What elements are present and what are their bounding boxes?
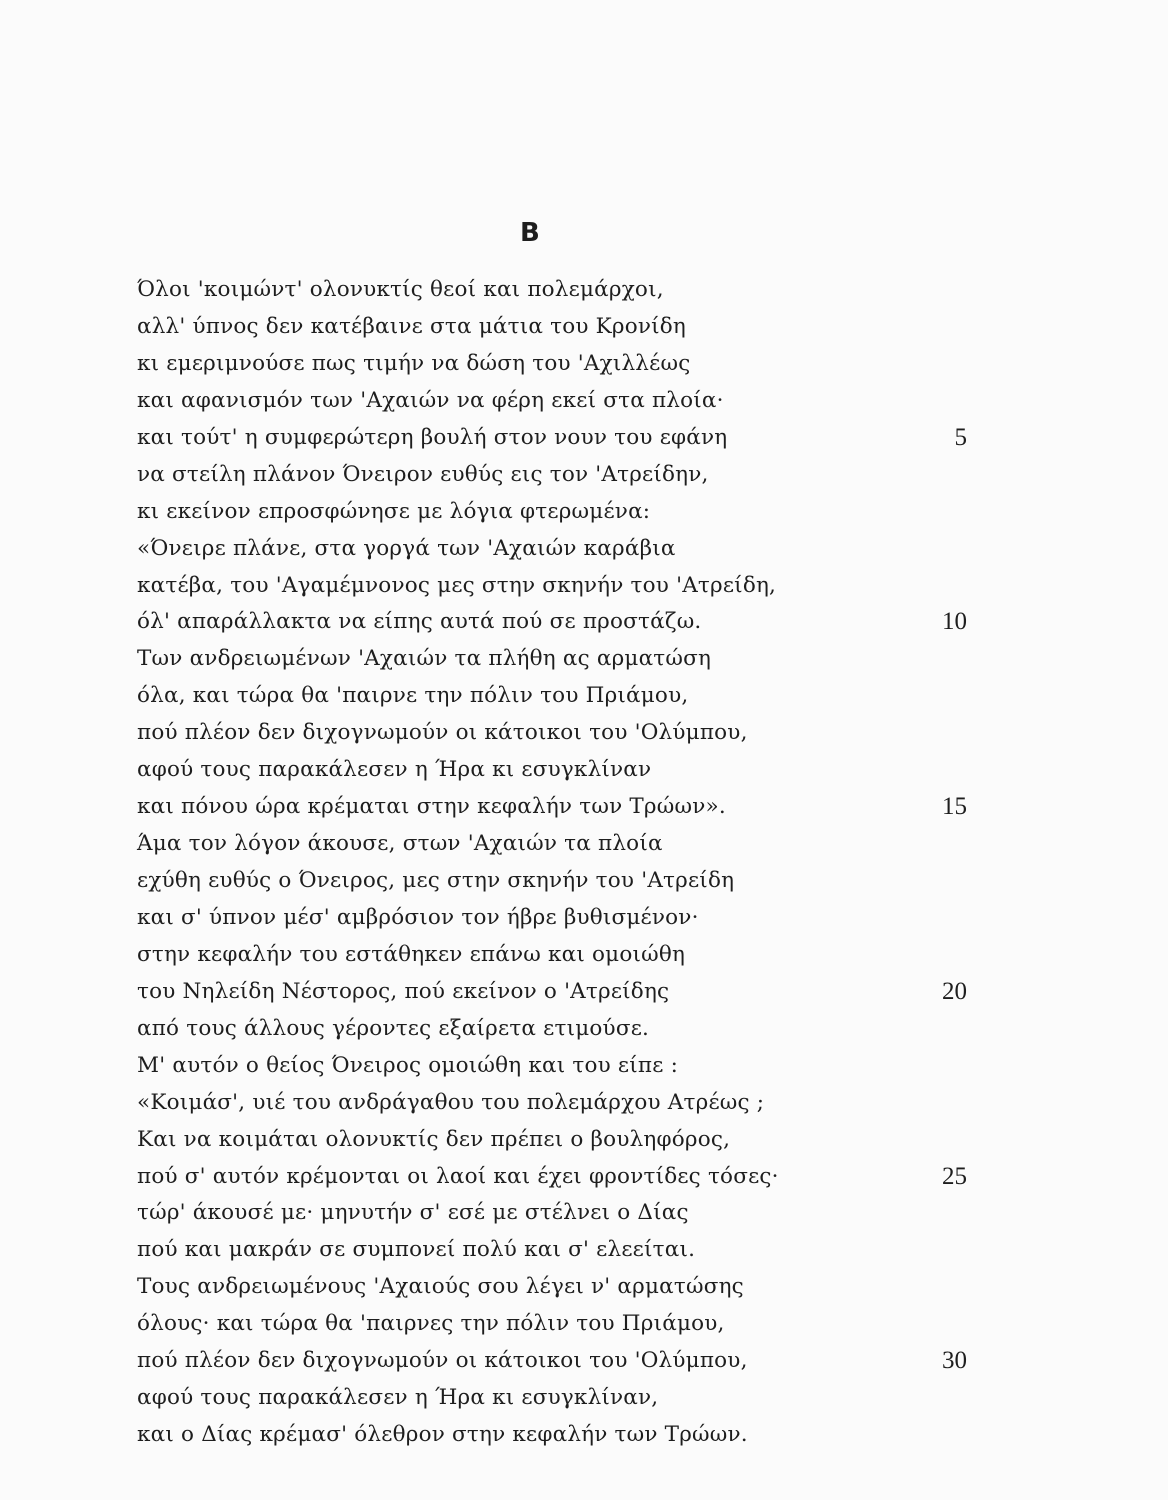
- verse-line: [137, 568, 967, 605]
- verse-line: [137, 826, 967, 863]
- verse-text: Και να κοιμάται ολονυκτίς δεν πρέπει ο βουληφόρος,: [137, 1126, 731, 1152]
- verse-text: «Όνειρε πλάνε, στα γοργά των 'Αχαιών καράβια: [137, 535, 676, 561]
- verse-line: [137, 1048, 967, 1085]
- verse-text: κι εκείνον επροσφώνησε με λόγια φτερωμένα:: [137, 498, 651, 524]
- verse-line: [137, 272, 967, 309]
- verse-line: [137, 1380, 967, 1417]
- verse-text: εχύθη ευθύς ο Όνειρος, μες στην σκηνήν του 'Ατρείδη: [137, 868, 735, 893]
- verse-text: «Κοιμάσ', υιέ του ανδράγαθου του πολεμάρχου Ατρέως ;: [137, 1089, 765, 1115]
- verse-text: και ο Δίας κρέμασ' όλεθρον στην κεφαλήν των Τρώων.: [137, 1422, 748, 1448]
- verse-line: [137, 789, 967, 826]
- verse-text: όλ' απαράλλακτα να είπης αυτά πού σε προστάζω.: [137, 609, 702, 635]
- verse-line: [137, 641, 967, 678]
- verse-text: από τους άλλους γέροντες εξαίρετα ετιμούσε.: [137, 1015, 650, 1041]
- verse-line: [137, 346, 967, 383]
- verse-text: κι εμεριμνούσε πως τιμήν να δώση του 'Αχιλλέως: [137, 350, 691, 376]
- verse-text: πού πλέον δεν διχογνωμούν οι κάτοικοι του 'Ολύμπου,: [137, 720, 748, 746]
- verse-text: πού και μακράν σε συμπονεί πολύ και σ' ελεείται.: [137, 1237, 696, 1263]
- verse-text: αφού τους παρακάλεσεν η Ήρα κι εσυγκλίναν,: [137, 1385, 659, 1411]
- verse-line: [137, 1122, 967, 1159]
- verse-text: κατέβα, του 'Αγαμέμνονος μες στην σκηνήν του 'Ατρείδη,: [137, 572, 777, 598]
- verse-line: [137, 1306, 967, 1343]
- verse-text: όλους· και τώρα θα 'παιρνες την πόλιν του Πριάμου,: [137, 1311, 725, 1337]
- verse-line: [137, 974, 967, 1011]
- verse-text: Τους ανδρειωμένους 'Αχαιούς σου λέγει ν' αρματώσης: [137, 1274, 744, 1300]
- verse-line: [137, 1085, 967, 1122]
- verse-text: πού πλέον δεν διχογνωμούν οι κάτοικοι του 'Ολύμπου,: [137, 1348, 748, 1374]
- verse-text: και τούτ' η συμφερώτερη βουλή στον νουν του εφάνη: [137, 424, 728, 450]
- verse-line: [137, 309, 967, 346]
- line-number: 30: [942, 1347, 967, 1375]
- verse-line: [137, 457, 967, 494]
- line-number: 10: [942, 608, 967, 636]
- verse-line: [137, 1159, 967, 1196]
- verse-line: [137, 937, 967, 974]
- verse-line: [137, 1343, 967, 1380]
- verse-line: [137, 715, 967, 752]
- verse-text: πού σ' αυτόν κρέμονται οι λαοί και έχει φροντίδες τόσες·: [137, 1163, 779, 1189]
- line-number: 20: [942, 977, 967, 1005]
- line-number: 15: [942, 793, 967, 821]
- line-number: 5: [954, 423, 967, 451]
- verse-line: [137, 1269, 967, 1306]
- verse-line: [137, 678, 967, 715]
- verse-line: [137, 1195, 967, 1232]
- verse-text: Άμα τον λόγον άκουσε, στων 'Αχαιών τα πλοία: [137, 831, 663, 857]
- verse-line: [137, 1417, 967, 1454]
- verse-text: και σ' ύπνον μέσ' αμβρόσιον τον ήβρε βυθισμένον·: [137, 904, 699, 930]
- verse-text: να στείλη πλάνον Όνειρον ευθύς εις τον 'Ατρείδην,: [137, 461, 709, 487]
- verse-line: [137, 1011, 967, 1048]
- verse-text: στην κεφαλήν του εστάθηκεν επάνω και ομοιώθη: [137, 941, 686, 967]
- line-number: 25: [942, 1162, 967, 1190]
- verse-text: όλα, και τώρα θα 'παιρνε την πόλιν του Πριάμου,: [137, 683, 689, 709]
- verse-line: [137, 604, 967, 641]
- verse-list: [137, 272, 967, 1454]
- verse-text: Όλοι 'κοιμώντ' ολονυκτίς θεοί και πολεμάρχοι,: [137, 277, 664, 302]
- book-letter-heading: B: [520, 218, 540, 248]
- verse-line: [137, 1232, 967, 1269]
- verse-text: και αφανισμόν των 'Αχαιών να φέρη εκεί στα πλοία·: [137, 387, 724, 413]
- verse-text: αλλ' ύπνος δεν κατέβαινε στα μάτια του Κρονίδη: [137, 313, 687, 339]
- verse-line: [137, 494, 967, 531]
- verse-text: και πόνου ώρα κρέμαται στην κεφαλήν των Τρώων».: [137, 794, 726, 820]
- verse-line: [137, 900, 967, 937]
- verse-line: [137, 863, 967, 900]
- verse-text: τώρ' άκουσέ με· μηνυτήν σ' εσέ με στέλνει ο Δίας: [137, 1200, 689, 1226]
- verse-text: Των ανδρειωμένων 'Αχαιών τα πλήθη ας αρματώση: [137, 646, 712, 672]
- verse-line: [137, 531, 967, 568]
- verse-text: του Νηλείδη Νέστορος, πού εκείνον ο 'Ατρείδης: [137, 978, 670, 1004]
- verse-line: [137, 752, 967, 789]
- verse-text: αφού τους παρακάλεσεν η Ήρα κι εσυγκλίναν: [137, 757, 652, 783]
- verse-line: [137, 420, 967, 457]
- verse-text: Μ' αυτόν ο θείος Όνειρος ομοιώθη και του είπε :: [137, 1052, 679, 1078]
- verse-line: [137, 383, 967, 420]
